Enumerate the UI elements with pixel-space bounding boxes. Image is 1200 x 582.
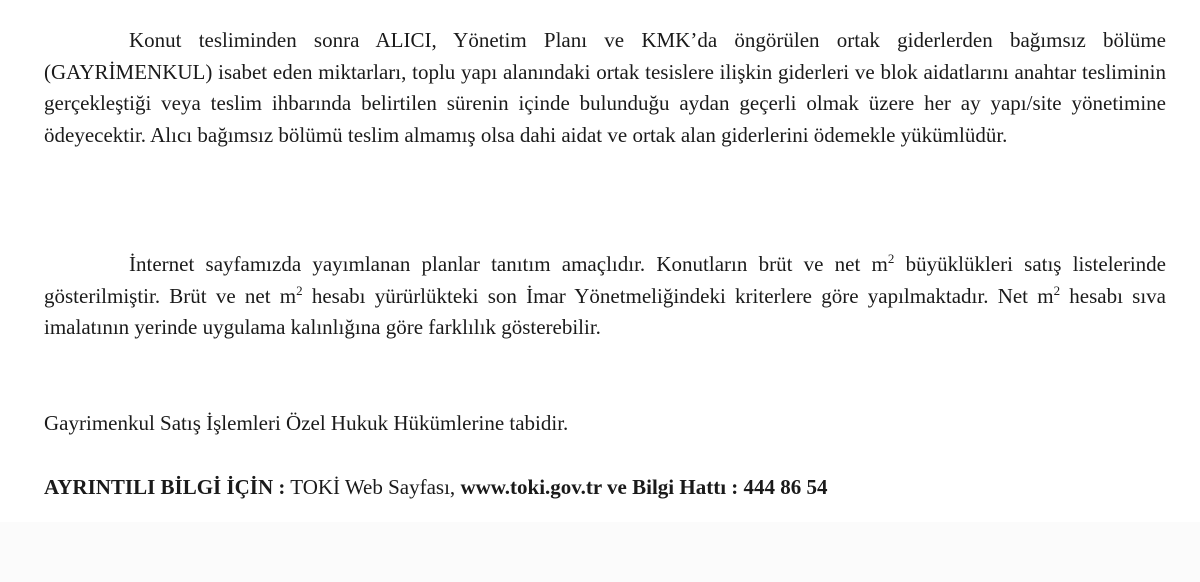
plans-notice-text-3: hesabı yürürlükteki son İmar Yönetmeliğindeki kriterlere göre yapılmaktadır. Net m bbox=[302, 283, 1054, 308]
plans-notice-text-4: hesabı sıva imalatının yerinde uygulama kalınlığına göre farklılık gösterebilir. bbox=[44, 283, 1166, 340]
square-meter-superscript: 2 bbox=[887, 251, 895, 266]
paragraph-legal-notice: Gayrimenkul Satış İşlemleri Özel Hukuk Hükümlerine tabidir. bbox=[44, 411, 569, 435]
info-label: AYRINTILI BİLGİ İÇİN : bbox=[44, 475, 286, 499]
square-meter-superscript: 2 bbox=[296, 282, 303, 298]
info-line bbox=[44, 472, 1144, 504]
square-meter-superscript: 2 bbox=[1053, 282, 1061, 298]
info-source: TOKİ Web Sayfası, bbox=[285, 475, 461, 499]
page-bottom-margin bbox=[0, 522, 1200, 582]
info-website-and-hotline: www.toki.gov.tr ve Bilgi Hattı : 444 86 54 bbox=[460, 475, 828, 499]
paragraph-common-expenses bbox=[44, 25, 1166, 151]
plans-notice-text-1: İnternet sayfamızda yayımlanan planlar tanıtım amaçlıdır. Konutların brüt ve net m bbox=[129, 252, 888, 276]
paragraph-plans-notice bbox=[44, 249, 1166, 344]
paragraph-common-expenses-text: Konut tesliminden sonra ALICI, Yönetim Planı ve KMK’da öngörülen ortak giderlerden bağımsız bölüme (GAYRİMENKUL) isabet eden miktarları, toplu yapı alanındaki ortak tesislere ilişkin giderleri ve blok aidatlarını anahtar tesliminin gerçekleştiği veya teslim ihbarında belirtilen sürenin içinde bulunduğu aydan geçerli olmak üzere her ay yapı/site yönetimine ödeyecektir. Alıcı bağımsız bölümü teslim almamış olsa dahi aidat ve ortak alan giderlerini ödemekle yükümlüdür. bbox=[44, 28, 1166, 147]
plans-notice-text-2: büyüklükleri satış listelerinde gösterilmiştir. Brüt ve net m bbox=[44, 252, 1167, 308]
